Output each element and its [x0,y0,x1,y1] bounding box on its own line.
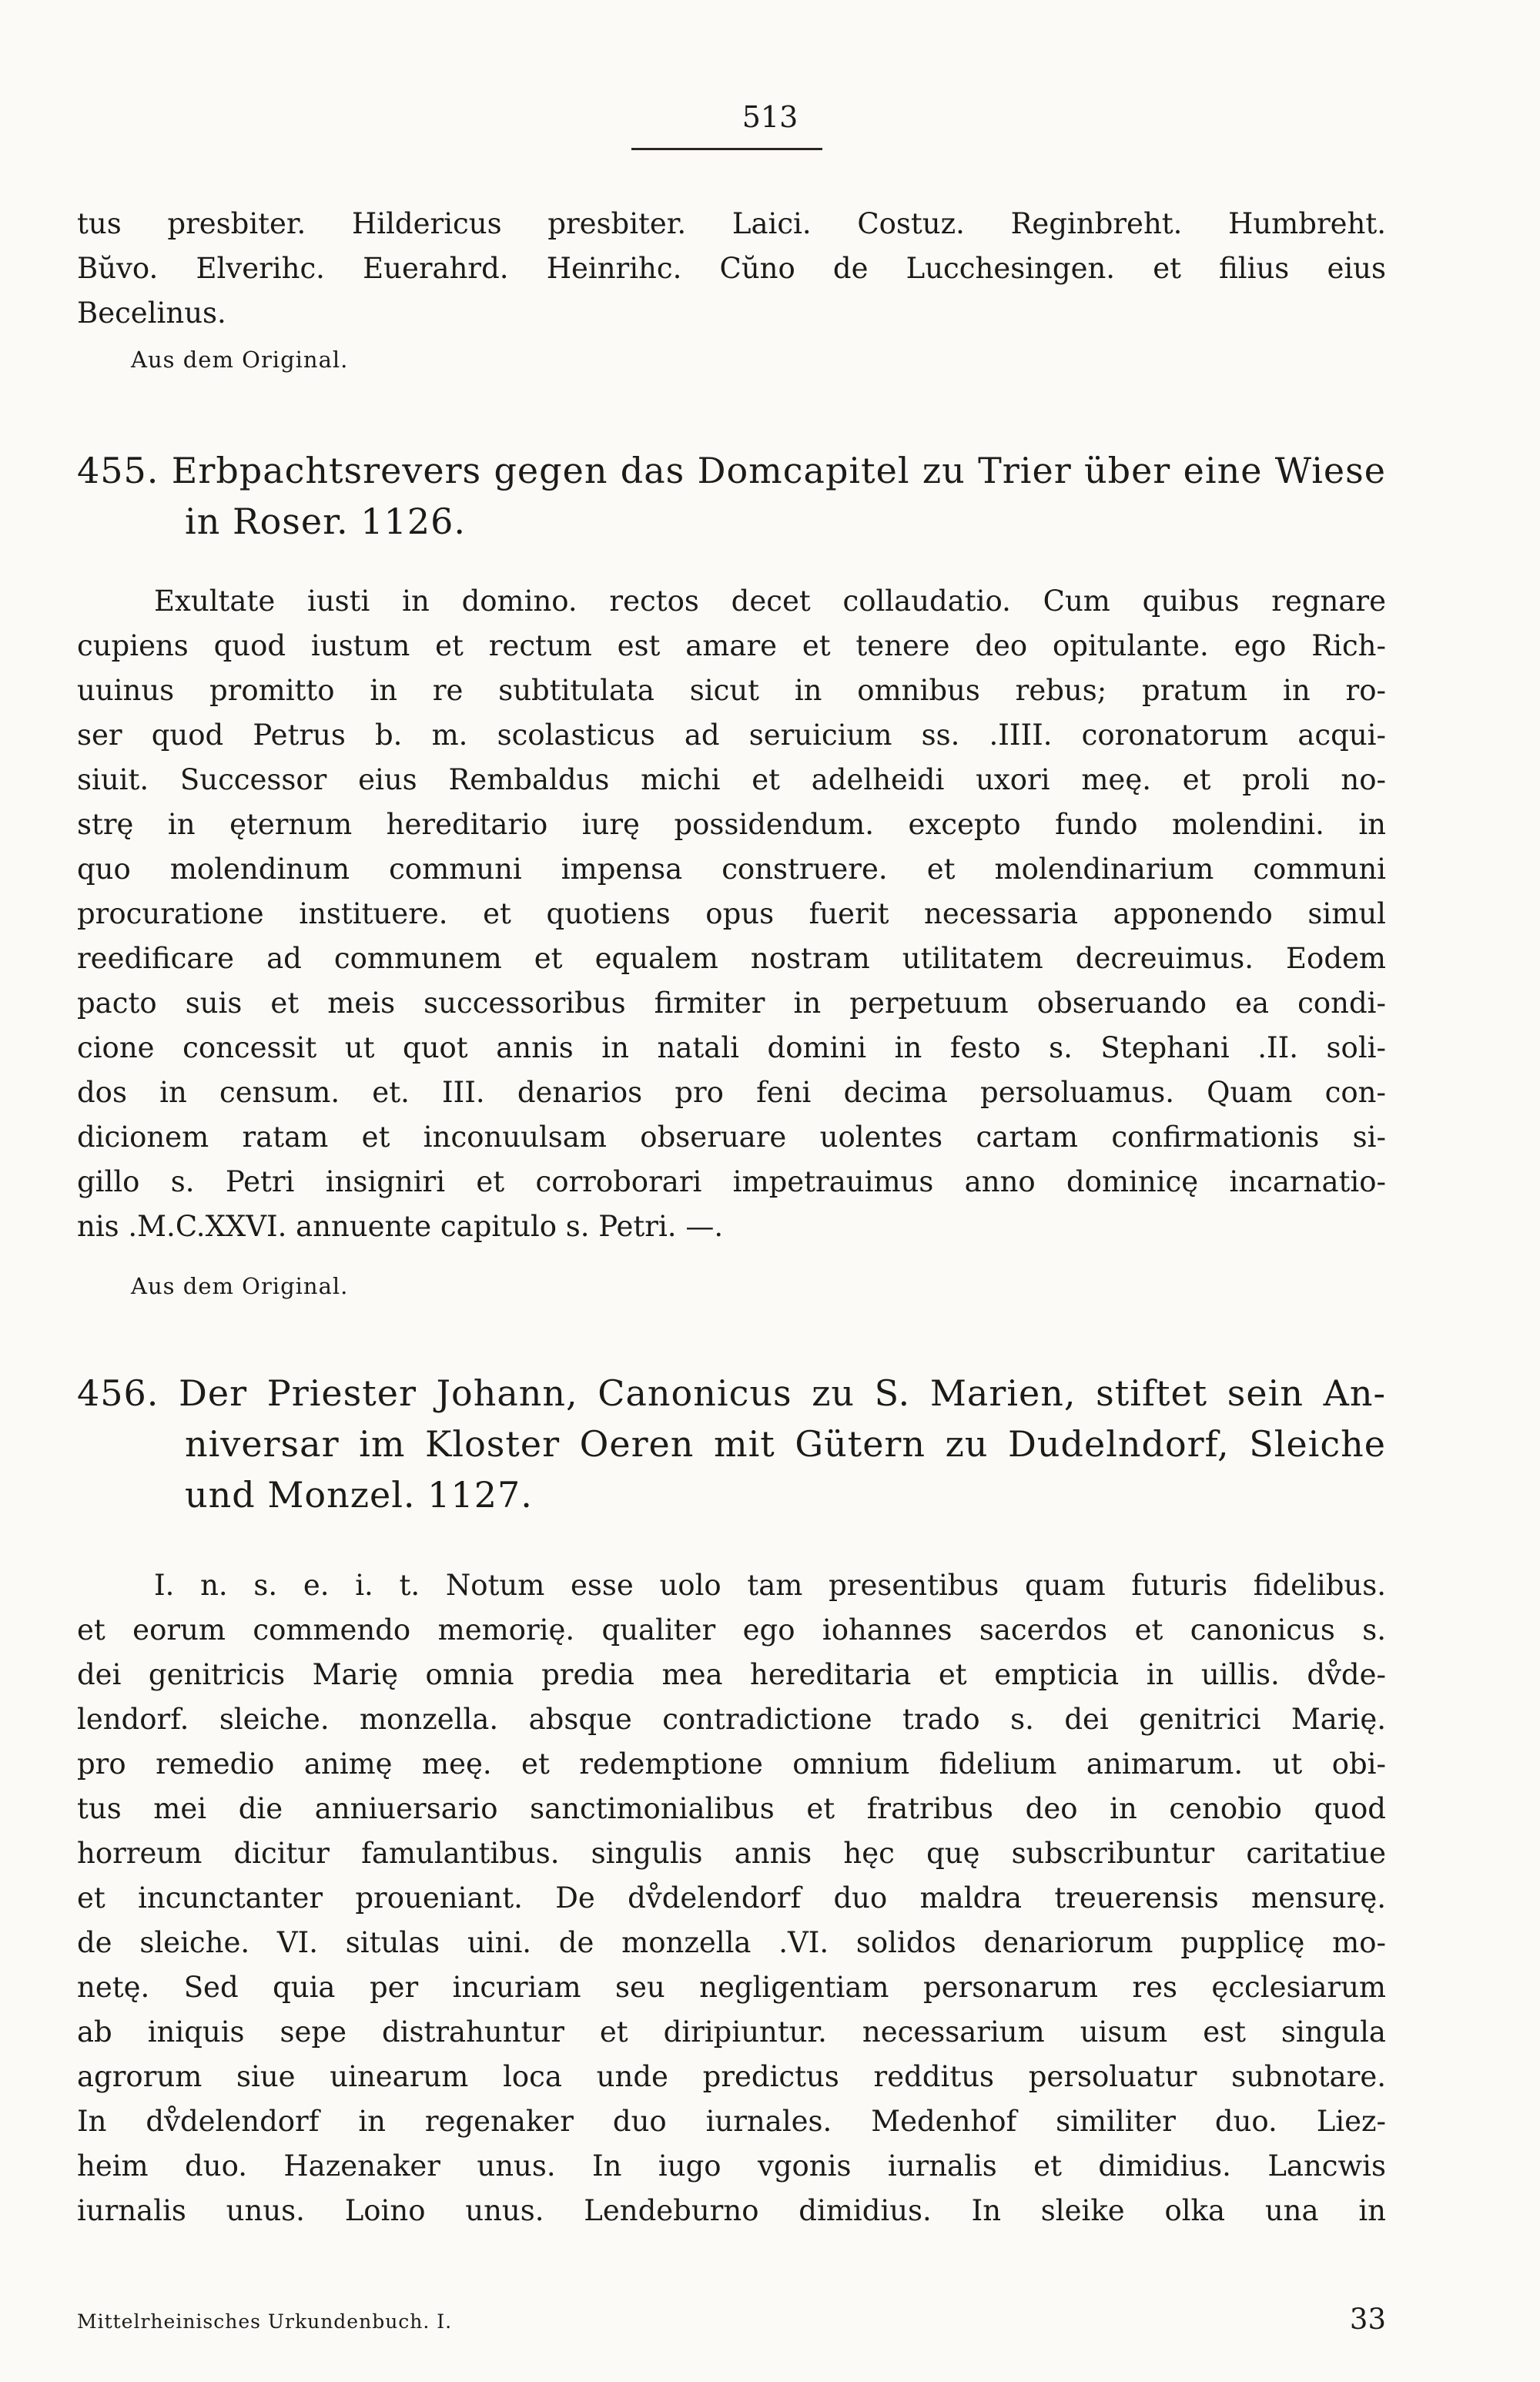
header-rule [631,148,822,150]
text-line: dicionem ratam et inconuulsam obseruare uolentes cartam confirmationis si- [77,1121,1386,1154]
text-line: Becelinus. [77,296,226,330]
heading-line: niversar im Kloster Oeren mit Gütern zu Dudelndorf, Sleiche [185,1423,1386,1465]
text-line: lendorf. sleiche. monzella. absque contradictione trado s. dei genitrici Marię. [77,1703,1386,1736]
text-line: tus mei die anniuersario sanctimonialibus et fratribus deo in cenobio quod [77,1792,1386,1825]
charter-text-455 [77,579,1386,1249]
text-line: tus presbiter. Hildericus presbiter. Laici. Costuz. Reginbreht. Humbreht. [77,207,1386,240]
charter-text-456 [77,1563,1386,2233]
text-line: iurnalis unus. Loino unus. Lendeburno dimidius. In sleike olka una in [77,2194,1386,2227]
heading-456 [77,1368,1386,1520]
page-number: 513 [742,100,798,134]
heading-line: 456. Der Priester Johann, Canonicus zu S. Marien, stiftet sein An- [77,1372,1386,1414]
heading-line: und Monzel. 1127. [185,1474,533,1516]
text-line: horreum dicitur famulantibus. singulis annis hęc quę subscribuntur caritatiue [77,1837,1386,1870]
text-line: pacto suis et meis successoribus firmiter in perpetuum obseruando ea condi- [77,987,1386,1020]
continuation-block [77,202,1386,336]
text-line: uuinus promitto in re subtitulata sicut in omnibus rebus; pratum in ro- [77,674,1386,707]
text-line: de sleiche. VI. situlas uini. de monzella .VI. solidos denariorum pupplicę mo- [77,1926,1386,1959]
text-line: netę. Sed quia per incuriam seu negligentiam personarum res ęcclesiarum [77,1971,1386,2004]
heading-line: in Roser. 1126. [185,501,466,542]
signature-number: 33 [1349,2303,1386,2336]
source-note: Aus dem Original. [131,1273,349,1299]
text-line: gillo s. Petri insigniri et corroborari impetrauimus anno dominicę incarnatio- [77,1165,1386,1198]
text-line: ab iniquis sepe distrahuntur et diripiuntur. necessarium uisum est singula [77,2015,1386,2049]
source-note-1 [77,340,1386,379]
text-line: reedificare ad communem et equalem nostram utilitatem decreuimus. Eodem [77,942,1386,975]
text-line: et eorum commendo memorię. qualiter ego iohannes sacerdos et canonicus s. [77,1613,1386,1647]
text-line: cione concessit ut quot annis in natali domini in festo s. Stephani .II. soli- [77,1031,1386,1064]
heading-455 [77,445,1386,547]
source-note-2 [77,1267,1386,1305]
text-line: agrorum siue uinearum loca unde predictus redditus persoluatur subnotare. [77,2060,1386,2093]
text-line: Exultate iusti in domino. rectos decet collaudatio. Cum quibus regnare [154,585,1386,618]
footer-title: Mittelrheinisches Urkundenbuch. I. [77,2310,453,2333]
text-line: quo molendinum communi impensa construere. et molendinarium communi [77,853,1386,886]
text-line: I. n. s. e. i. t. Notum esse uolo tam presentibus quam futuris fidelibus. [154,1569,1386,1602]
text-line: siuit. Successor eius Rembaldus michi et adelheidi uxori meę. et proli no- [77,763,1386,796]
text-line: dos in censum. et. III. denarios pro feni decima persoluamus. Quam con- [77,1076,1386,1109]
text-line: et incunctanter proueniant. De dv̊delendorf duo maldra treuerensis mensurę. [77,1881,1386,1915]
source-note: Aus dem Original. [131,347,349,373]
text-line: Bŭvo. Elverihc. Euerahrd. Heinrihc. Cŭno de Lucchesingen. et filius eius [77,252,1386,285]
text-line: heim duo. Hazenaker unus. In iugo vgonis iurnalis et dimidius. Lancwis [77,2149,1386,2183]
text-line: strę in ęternum hereditario iurę possidendum. excepto fundo molendini. in [77,808,1386,841]
heading-line: 455. Erbpachtsrevers gegen das Domcapitel zu Trier über eine Wiese [77,450,1386,491]
text-line: ser quod Petrus b. m. scolasticus ad seruicium ss. .IIII. coronatorum acqui- [77,719,1386,752]
text-line: procuratione instituere. et quotiens opus fuerit necessaria apponendo simul [77,897,1386,930]
text-line: pro remedio animę meę. et redemptione omnium fidelium animarum. ut obi- [77,1747,1386,1781]
text-line: cupiens quod iustum et rectum est amare et tenere deo opitulante. ego Rich- [77,629,1386,662]
text-line: nis .M.C.XXVI. annuente capitulo s. Petri. —. [77,1210,724,1243]
text-line: dei genitricis Marię omnia predia mea hereditaria et empticia in uillis. dv̊de- [77,1658,1386,1691]
text-line: In dv̊delendorf in regenaker duo iurnales. Medenhof similiter duo. Liez- [77,2105,1386,2138]
